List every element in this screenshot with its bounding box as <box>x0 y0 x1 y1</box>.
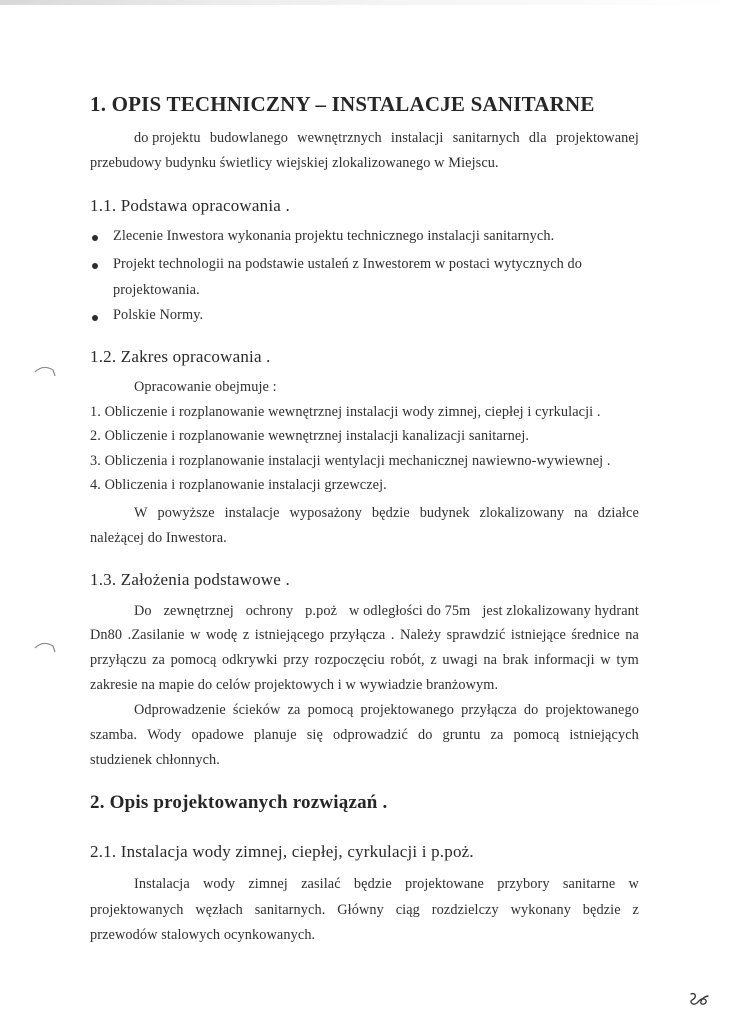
word: za <box>152 652 165 668</box>
word: p.poż <box>305 603 338 619</box>
word: instalacji <box>390 130 444 146</box>
bullet-icon <box>92 235 98 241</box>
word: w <box>628 876 639 892</box>
word: będzie <box>353 876 392 892</box>
assumptions-p2-line-1 <box>134 702 639 719</box>
word: wykonany <box>510 902 571 918</box>
word: zewnętrznej <box>163 603 234 619</box>
word: szamba. <box>90 727 138 743</box>
word: ścieków <box>232 702 281 718</box>
word: jest zlokalizowany hydrant <box>482 603 639 619</box>
word: .Zasilanie <box>127 627 185 643</box>
word: z <box>632 902 639 918</box>
word: . <box>390 627 395 643</box>
bullet-item: Polskie Normy. <box>113 307 204 323</box>
word: sanitarnych. <box>254 902 326 918</box>
heading-1-3: 1.3. Założenia podstawowe . <box>90 570 290 589</box>
scan-top-edge <box>0 0 732 5</box>
word: węzłach <box>195 902 243 918</box>
word: Instalacja <box>134 876 190 892</box>
word: planuje <box>253 727 297 743</box>
intro-line-2: przebudowy budynku świetlicy wiejskiej zlokalizowanego w Miejscu. <box>90 155 499 171</box>
word: do projektu <box>134 130 201 146</box>
word: za <box>287 702 301 718</box>
word: projektowanej <box>555 130 639 146</box>
word: na <box>625 627 639 643</box>
word: odkrywki <box>222 652 278 668</box>
word: istniejących <box>569 727 639 743</box>
scope-item: 1. Obliczenie i rozplanowanie wewnętrznej instalacji wody zimnej, ciepłej i cyrkulacji . <box>90 404 601 420</box>
section-1-title: 1. OPIS TECHNICZNY – INSTALACJE SANITARNE <box>90 92 595 116</box>
word: rozpoczęciu <box>314 652 385 668</box>
word: na <box>574 505 588 521</box>
word: Dn80 <box>90 627 123 643</box>
word: ciąg <box>395 902 420 918</box>
word: się <box>306 727 323 743</box>
scope-item: 2. Obliczenie i rozplanowanie wewnętrznej instalacji kanalizacji sanitarnej. <box>90 428 530 444</box>
word: budowlanego <box>209 130 288 146</box>
word: w <box>190 627 201 643</box>
word: informacji <box>534 652 595 668</box>
word: sanitarne <box>562 876 616 892</box>
word: pomocą <box>513 727 560 743</box>
bullet-icon <box>92 315 98 321</box>
word: przyłącza <box>461 702 517 718</box>
word: zasilać <box>301 876 341 892</box>
word: uwagi <box>442 652 478 668</box>
assumptions-p2-line-2 <box>90 727 639 744</box>
word: pomocą <box>170 652 217 668</box>
word: odprowadzić <box>332 727 408 743</box>
word: wody <box>202 876 236 892</box>
word: za <box>490 727 504 743</box>
punch-hole-mark-icon <box>33 362 57 380</box>
word: zimnej <box>248 876 288 892</box>
word: w <box>600 652 611 668</box>
word: przybory <box>497 876 550 892</box>
word: do <box>523 702 539 718</box>
word: projektowanego <box>360 702 455 718</box>
word: istniejące <box>510 627 566 643</box>
word: będzie <box>371 505 410 521</box>
word: przyłączu <box>90 652 147 668</box>
word: na <box>483 652 498 668</box>
assumptions-p1-line-4: zakresie na mapie do celów projektowych i w wywiadzie branżowym. <box>90 677 499 693</box>
word: ochrony <box>245 603 294 619</box>
word: sprawdzić <box>446 627 506 643</box>
word: wewnętrznych <box>297 130 382 146</box>
word: projektowane <box>404 876 484 892</box>
scope-item: 3. Obliczenia i rozplanowanie instalacji wentylacji mechanicznej nawiewno-wywiewnej . <box>90 453 611 469</box>
handwritten-initials-icon <box>688 990 710 1008</box>
word: powyższe <box>157 505 215 521</box>
word: wodę <box>206 627 238 643</box>
scope-closing-line-1 <box>134 505 639 522</box>
word: instalacje <box>224 505 280 521</box>
word: pomocą <box>307 702 354 718</box>
word: działce <box>597 505 639 521</box>
word: Wody <box>147 727 182 743</box>
bullet-icon <box>92 263 98 269</box>
word: istniejącego <box>254 627 325 643</box>
heading-1-1: 1.1. Podstawa opracowania . <box>90 196 290 215</box>
word: brak <box>502 652 529 668</box>
word: W <box>134 505 148 521</box>
bullet-item-continuation: projektowania. <box>113 282 200 298</box>
scope-item: 4. Obliczenia i rozplanowanie instalacji grzewczej. <box>90 477 387 493</box>
word: przyłącza <box>329 627 386 643</box>
word: zlokalizowany <box>479 505 565 521</box>
word: gruntu <box>442 727 481 743</box>
word: Odprowadzenie <box>134 702 226 718</box>
assumptions-p2-line-3: studzienek chłonnych. <box>90 752 220 768</box>
bullet-item: Projekt technologii na podstawie ustaleń z Inwestorem w postaci wytycznych do <box>113 256 583 272</box>
word: projektowanego <box>545 702 639 718</box>
word: do <box>417 727 433 743</box>
word: Należy <box>400 627 442 643</box>
intro-line-1 <box>134 130 639 147</box>
word: średnice <box>571 627 620 643</box>
heading-2-1: 2.1. Instalacja wody zimnej, ciepłej, cyrkulacji i p.poż. <box>90 842 474 861</box>
punch-hole-mark-icon <box>33 638 57 656</box>
assumptions-p1-line-2 <box>90 627 639 644</box>
word: przy <box>283 652 310 668</box>
word: sanitarnych <box>452 130 520 146</box>
water-install-line-3: przewodów stalowych ocynkowanych. <box>90 927 316 943</box>
word: dla <box>528 130 547 146</box>
word: Do <box>134 603 152 619</box>
word: będzie <box>582 902 621 918</box>
word: z <box>430 652 437 668</box>
bullet-item: Zlecenie Inwestora wykonania projektu technicznego instalacji sanitarnych. <box>113 228 555 244</box>
word: projektowanych <box>90 902 184 918</box>
heading-1-2: 1.2. Zakres opracowania . <box>90 347 271 366</box>
word: z <box>242 627 250 643</box>
word: w odległości do 75m <box>348 603 471 619</box>
word: Główny <box>337 902 384 918</box>
assumptions-p1-line-1 <box>134 603 639 620</box>
section-2-title: 2. Opis projektowanych rozwiązań . <box>90 792 388 813</box>
word: tym <box>616 652 639 668</box>
scope-closing-line-2: należącej do Inwestora. <box>90 530 227 546</box>
word: opadowe <box>191 727 244 743</box>
word: budynek <box>419 505 470 521</box>
scope-lead: Opracowanie obejmuje : <box>134 379 277 395</box>
assumptions-p1-line-3 <box>90 652 639 669</box>
water-install-line-2 <box>90 902 639 919</box>
word: wyposażony <box>289 505 362 521</box>
word: rozdzielczy <box>431 902 499 918</box>
word: robót, <box>390 652 425 668</box>
water-install-line-1 <box>134 876 639 893</box>
